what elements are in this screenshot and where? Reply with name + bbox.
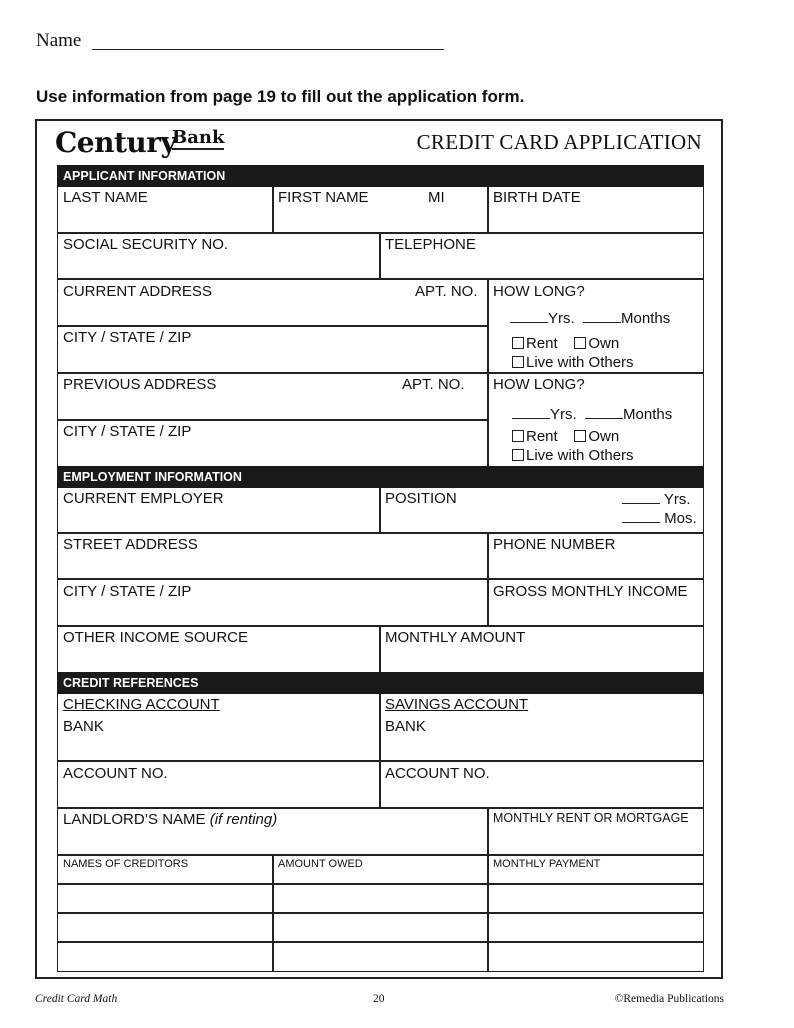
- current-city-state-zip-label: CITY / STATE / ZIP: [63, 329, 192, 346]
- current-employer-label: CURRENT EMPLOYER: [63, 490, 224, 507]
- names-of-creditors-header: NAMES OF CREDITORS: [63, 858, 189, 870]
- own-checkbox[interactable]: [574, 430, 586, 442]
- row-divider: [57, 419, 487, 421]
- col-divider: [272, 854, 274, 972]
- live-with-others-label: Live with Others: [526, 354, 634, 371]
- months-blank[interactable]: [585, 406, 623, 419]
- landlord-name-text: LANDLORD’S NAME: [63, 811, 206, 828]
- gross-monthly-income-label: GROSS MONTHLY INCOME: [493, 583, 688, 600]
- section-credit-header: CREDIT REFERENCES: [57, 672, 704, 694]
- years-blank[interactable]: [512, 406, 550, 419]
- page-title: CREDIT CARD APPLICATION: [416, 130, 702, 154]
- col-divider: [487, 807, 489, 972]
- phone-number-label: PHONE NUMBER: [493, 536, 616, 553]
- row-divider: [57, 883, 704, 885]
- logo-bank: Bank: [172, 127, 225, 148]
- rent-label: Rent: [526, 428, 558, 445]
- footer-publisher: ©Remedia Publications: [614, 993, 724, 1005]
- row-divider: [57, 760, 704, 762]
- last-name-label: LAST NAME: [63, 189, 148, 206]
- monthly-rent-label: MONTHLY RENT OR MORTGAGE: [493, 811, 689, 825]
- current-address-label: CURRENT ADDRESS: [63, 283, 212, 300]
- row-divider: [57, 625, 704, 627]
- own-label: Own: [588, 428, 620, 445]
- current-residence-type: [512, 335, 619, 352]
- first-name-label: FIRST NAME: [278, 189, 369, 206]
- row-divider: [57, 372, 704, 374]
- col-divider: [379, 488, 381, 532]
- row-divider: [57, 232, 704, 234]
- birth-date-label: BIRTH DATE: [493, 189, 581, 206]
- col-divider: [272, 187, 274, 232]
- landlord-name-label: [63, 811, 277, 828]
- live-with-others-checkbox[interactable]: [512, 356, 524, 368]
- live-with-others-label: Live with Others: [526, 447, 634, 464]
- row-divider: [57, 854, 704, 856]
- row-divider: [57, 807, 704, 809]
- previous-how-long-label: HOW LONG?: [493, 376, 585, 393]
- previous-duration: [512, 406, 672, 423]
- amount-owed-header: AMOUNT OWED: [278, 858, 363, 870]
- monthly-payment-header: MONTHLY PAYMENT: [493, 858, 601, 870]
- logo-century: Century: [55, 126, 177, 159]
- months-label: Months: [623, 406, 673, 423]
- col-divider: [487, 278, 489, 466]
- position-label: POSITION: [385, 490, 457, 507]
- name-label: Name: [36, 30, 82, 51]
- row-divider: [57, 912, 704, 914]
- ssn-label: SOCIAL SECURITY NO.: [63, 236, 229, 253]
- months-blank[interactable]: [583, 310, 621, 323]
- previous-apt-no-label: APT. NO.: [402, 376, 465, 393]
- previous-city-state-zip-label: CITY / STATE / ZIP: [63, 423, 192, 440]
- savings-account-label: SAVINGS ACCOUNT: [385, 696, 529, 713]
- instructions: Use information from page 19 to fill out the application form.: [36, 87, 525, 106]
- col-divider: [379, 694, 381, 807]
- employment-years-blank[interactable]: [622, 491, 660, 504]
- years-blank[interactable]: [510, 310, 548, 323]
- employment-months: [622, 510, 697, 527]
- years-label: Yrs.: [548, 310, 575, 327]
- own-label: Own: [588, 335, 620, 352]
- employment-years: [622, 491, 691, 508]
- telephone-label: TELEPHONE: [385, 236, 476, 253]
- checking-account-label: CHECKING ACCOUNT: [63, 696, 220, 713]
- previous-address-label: PREVIOUS ADDRESS: [63, 376, 217, 393]
- checking-account-no-label: ACCOUNT NO.: [63, 765, 168, 782]
- rent-label: Rent: [526, 335, 558, 352]
- current-how-long-label: HOW LONG?: [493, 283, 585, 300]
- footer-book-title: Credit Card Math: [35, 993, 118, 1005]
- years-label: Yrs.: [550, 406, 577, 423]
- middle-initial-label: MI: [428, 189, 445, 206]
- previous-residence-type: [512, 428, 619, 445]
- monthly-amount-label: MONTHLY AMOUNT: [385, 629, 526, 646]
- row-divider: [57, 278, 704, 280]
- current-duration: [510, 310, 670, 327]
- col-divider: [379, 625, 381, 672]
- row-divider: [57, 578, 704, 580]
- col-divider: [379, 232, 381, 278]
- rent-checkbox[interactable]: [512, 430, 524, 442]
- col-divider: [487, 532, 489, 625]
- previous-live-with-others: [512, 447, 634, 464]
- live-with-others-checkbox[interactable]: [512, 449, 524, 461]
- rent-checkbox[interactable]: [512, 337, 524, 349]
- row-divider: [57, 532, 704, 534]
- street-address-label: STREET ADDRESS: [63, 536, 198, 553]
- employer-city-state-zip-label: CITY / STATE / ZIP: [63, 583, 192, 600]
- if-renting-text: (if renting): [209, 811, 278, 828]
- employment-months-blank[interactable]: [622, 510, 660, 523]
- other-income-source-label: OTHER INCOME SOURCE: [63, 629, 249, 646]
- checking-bank-label: BANK: [63, 718, 104, 735]
- employment-years-label: Yrs.: [663, 491, 691, 508]
- page-number: 20: [373, 993, 385, 1005]
- row-divider: [57, 941, 704, 943]
- current-live-with-others: [512, 354, 634, 371]
- months-label: Months: [621, 310, 671, 327]
- row-divider: [57, 325, 487, 327]
- section-applicant-header: APPLICANT INFORMATION: [57, 165, 704, 187]
- savings-account-no-label: ACCOUNT NO.: [385, 765, 490, 782]
- current-apt-no-label: APT. NO.: [415, 283, 478, 300]
- col-divider: [487, 187, 489, 232]
- own-checkbox[interactable]: [574, 337, 586, 349]
- section-employment-header: EMPLOYMENT INFORMATION: [57, 466, 704, 488]
- employment-months-label: Mos.: [664, 510, 697, 527]
- name-field[interactable]: [92, 49, 444, 50]
- savings-bank-label: BANK: [385, 718, 426, 735]
